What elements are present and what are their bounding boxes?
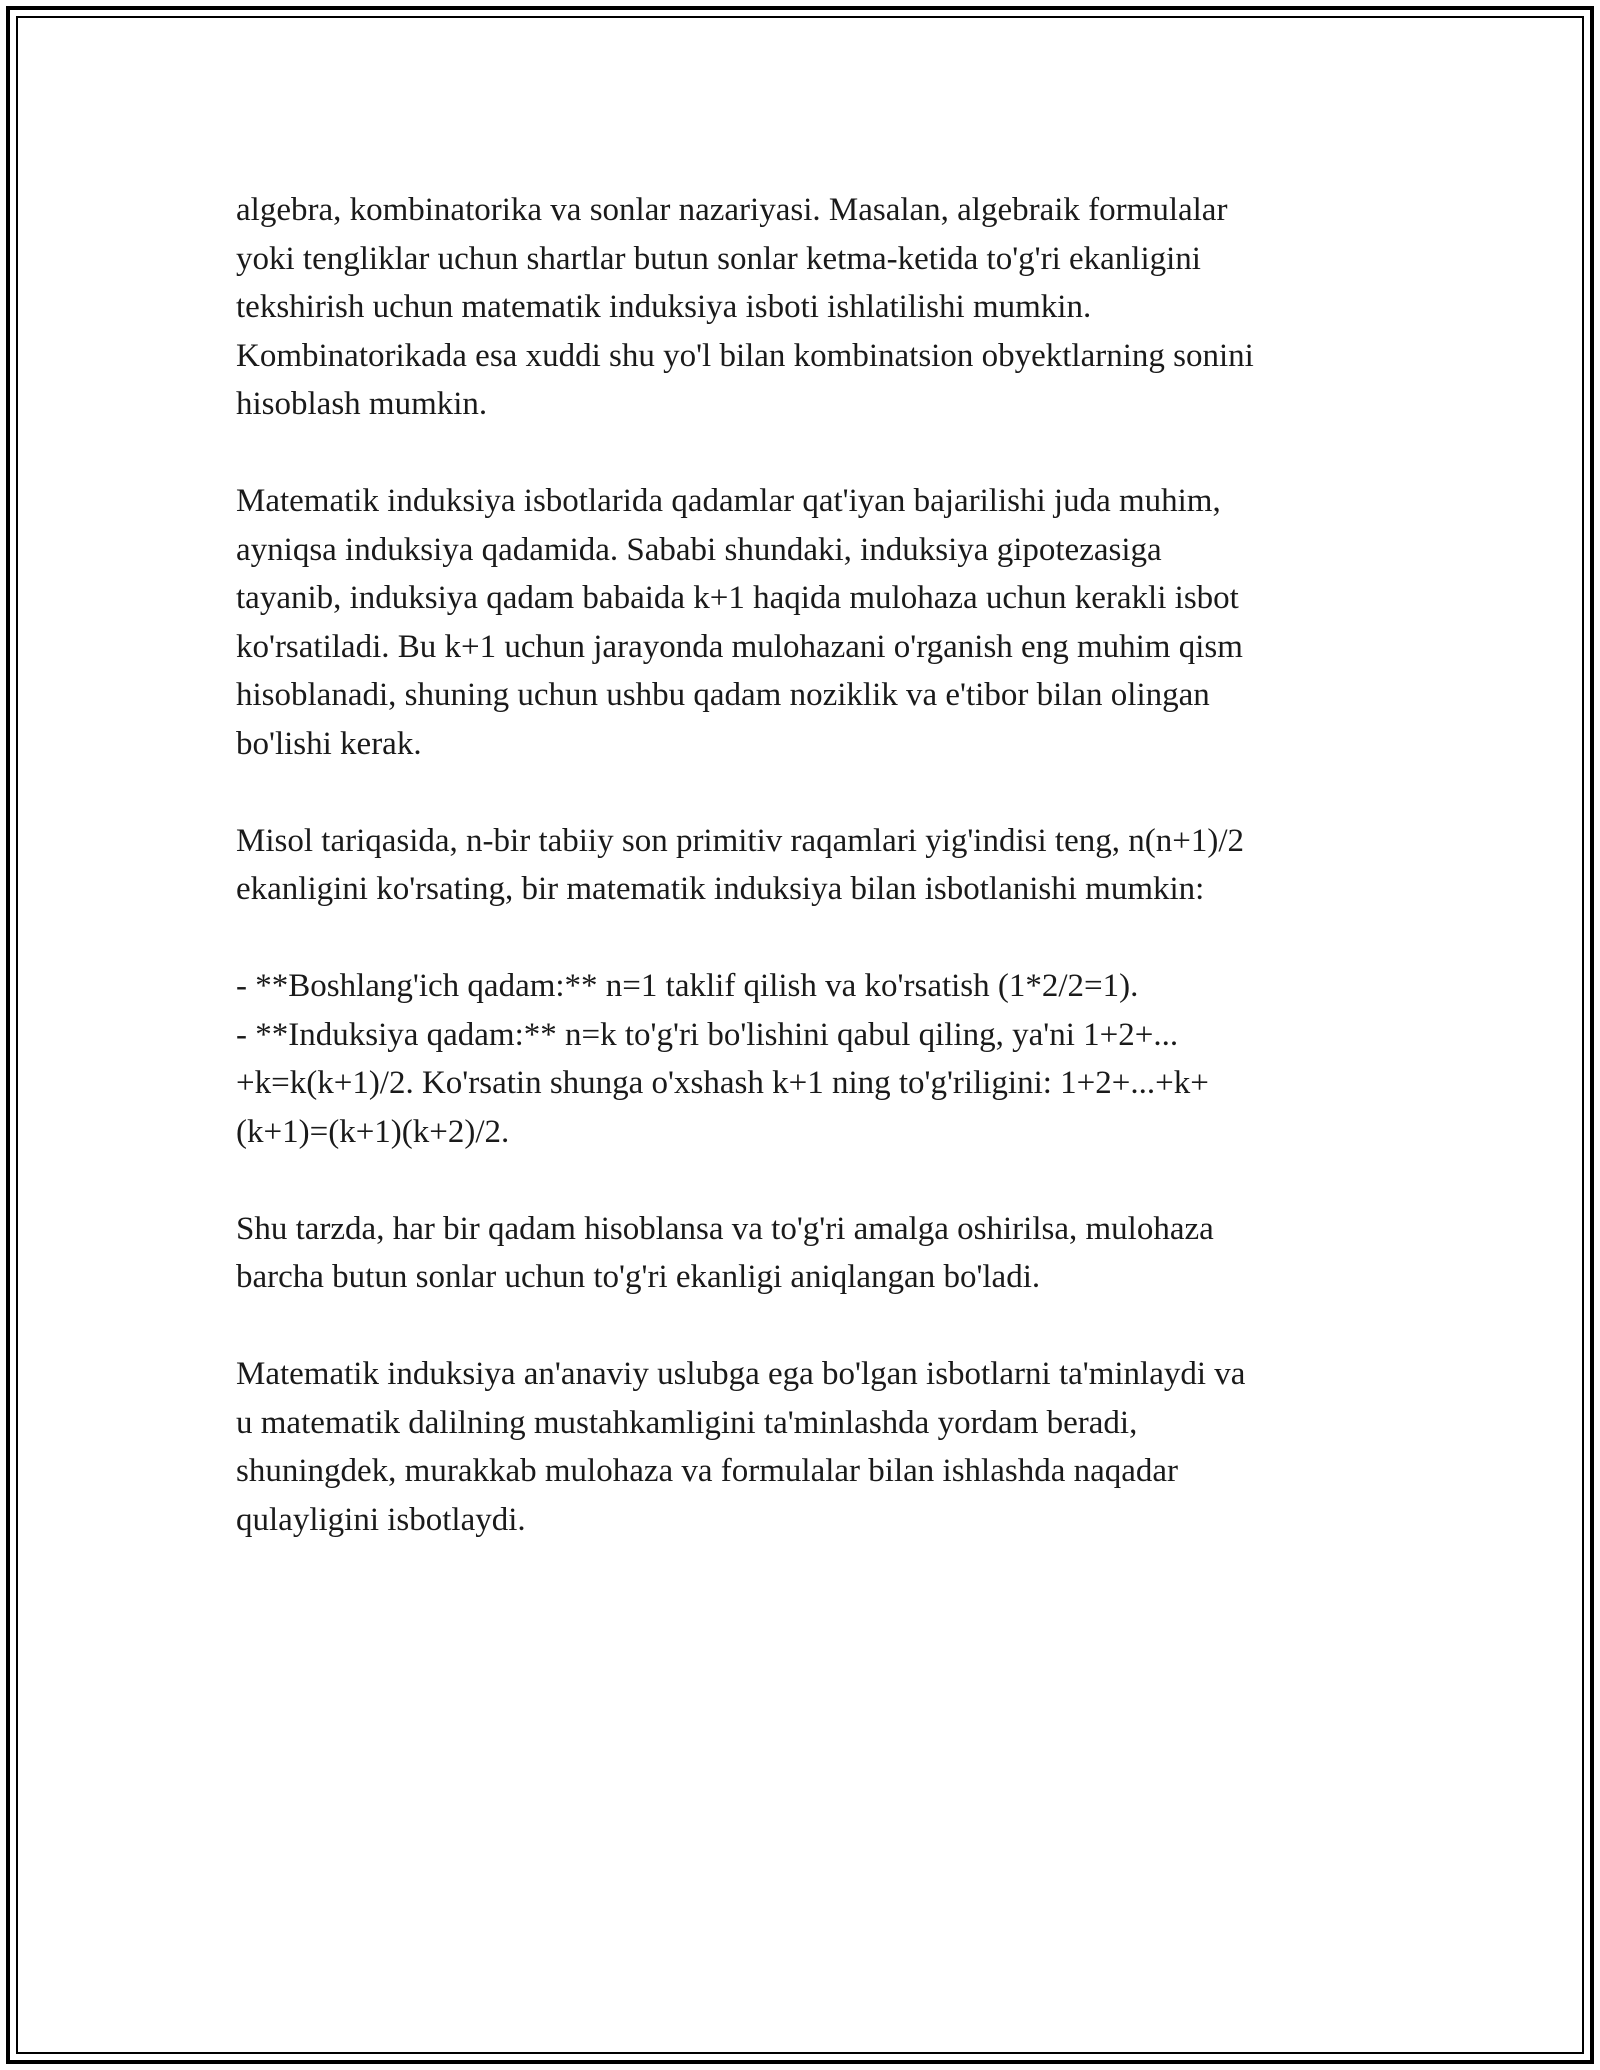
paragraph-4-list	[236, 962, 1376, 1156]
text-line: hisoblash mumkin.	[236, 386, 488, 422]
paragraph-6	[236, 1350, 1376, 1544]
list-item-line: +k=k(k+1)/2. Ko'rsatin shunga o'xshash k+1 ning to'g'riligini: 1+2+...+k+	[236, 1065, 1209, 1101]
list-item-line: - **Induksiya qadam:** n=k to'g'ri bo'lishini qabul qiling, ya'ni 1+2+...	[236, 1016, 1179, 1053]
text-line: barcha butun sonlar uchun to'g'ri ekanligi aniqlangan bo'ladi.	[236, 1259, 1041, 1295]
text-line: yoki tengliklar uchun shartlar butun sonlar ketma-ketida to'g'ri ekanligini	[236, 240, 1201, 277]
text-line: Matematik induksiya isbotlarida qadamlar qat'iyan bajarilishi juda muhim,	[236, 483, 1221, 519]
text-line: bo'lishi kerak.	[236, 725, 422, 762]
text-line: tekshirish uchun matematik induksiya isboti ishlatilishi mumkin.	[236, 289, 1092, 325]
list-item-line: - **Boshlang'ich qadam:** n=1 taklif qilish va ko'rsatish (1*2/2=1).	[236, 968, 1139, 1004]
paragraph-2	[236, 477, 1376, 768]
text-line: ko'rsatiladi. Bu k+1 uchun jarayonda mulohazani o'rganish eng muhim qism	[236, 628, 1243, 665]
text-line: Misol tariqasida, n-bir tabiiy son primitiv raqamlari yig'indisi teng, n(n+1)/2	[236, 822, 1244, 859]
text-line: hisoblanadi, shuning uchun ushbu qadam noziklik va e'tibor bilan olingan	[236, 677, 1210, 713]
paragraph-3	[236, 817, 1376, 914]
paragraph-1	[236, 186, 1376, 429]
text-line: u matematik dalilning mustahkamligini ta'minlashda yordam beradi,	[236, 1404, 1138, 1441]
text-line: ayniqsa induksiya qadamida. Sababi shundaki, induksiya gipotezasiga	[236, 531, 1162, 568]
text-line: tayanib, induksiya qadam babaida k+1 haqida mulohaza uchun kerakli isbot	[236, 580, 1239, 616]
paragraph-5	[236, 1205, 1376, 1302]
text-line: Matematik induksiya an'anaviy uslubga ega bo'lgan isbotlarni ta'minlaydi va	[236, 1356, 1246, 1392]
list-item-line: (k+1)=(k+1)(k+2)/2.	[236, 1113, 510, 1150]
text-line: algebra, kombinatorika va sonlar nazariyasi. Masalan, algebraik formulalar	[236, 192, 1228, 228]
text-line: shuningdek, murakkab mulohaza va formulalar bilan ishlashda naqadar	[236, 1453, 1179, 1489]
text-line: Kombinatorikada esa xuddi shu yo'l bilan kombinatsion obyektlarning sonini	[236, 337, 1254, 374]
text-line: ekanligini ko'rsating, bir matematik induksiya bilan isbotlanishi mumkin:	[236, 871, 1205, 907]
text-line: Shu tarzda, har bir qadam hisoblansa va to'g'ri amalga oshirilsa, mulohaza	[236, 1210, 1214, 1247]
text-line: qulayligini isbotlaydi.	[236, 1501, 526, 1538]
document-body	[236, 186, 1376, 1593]
